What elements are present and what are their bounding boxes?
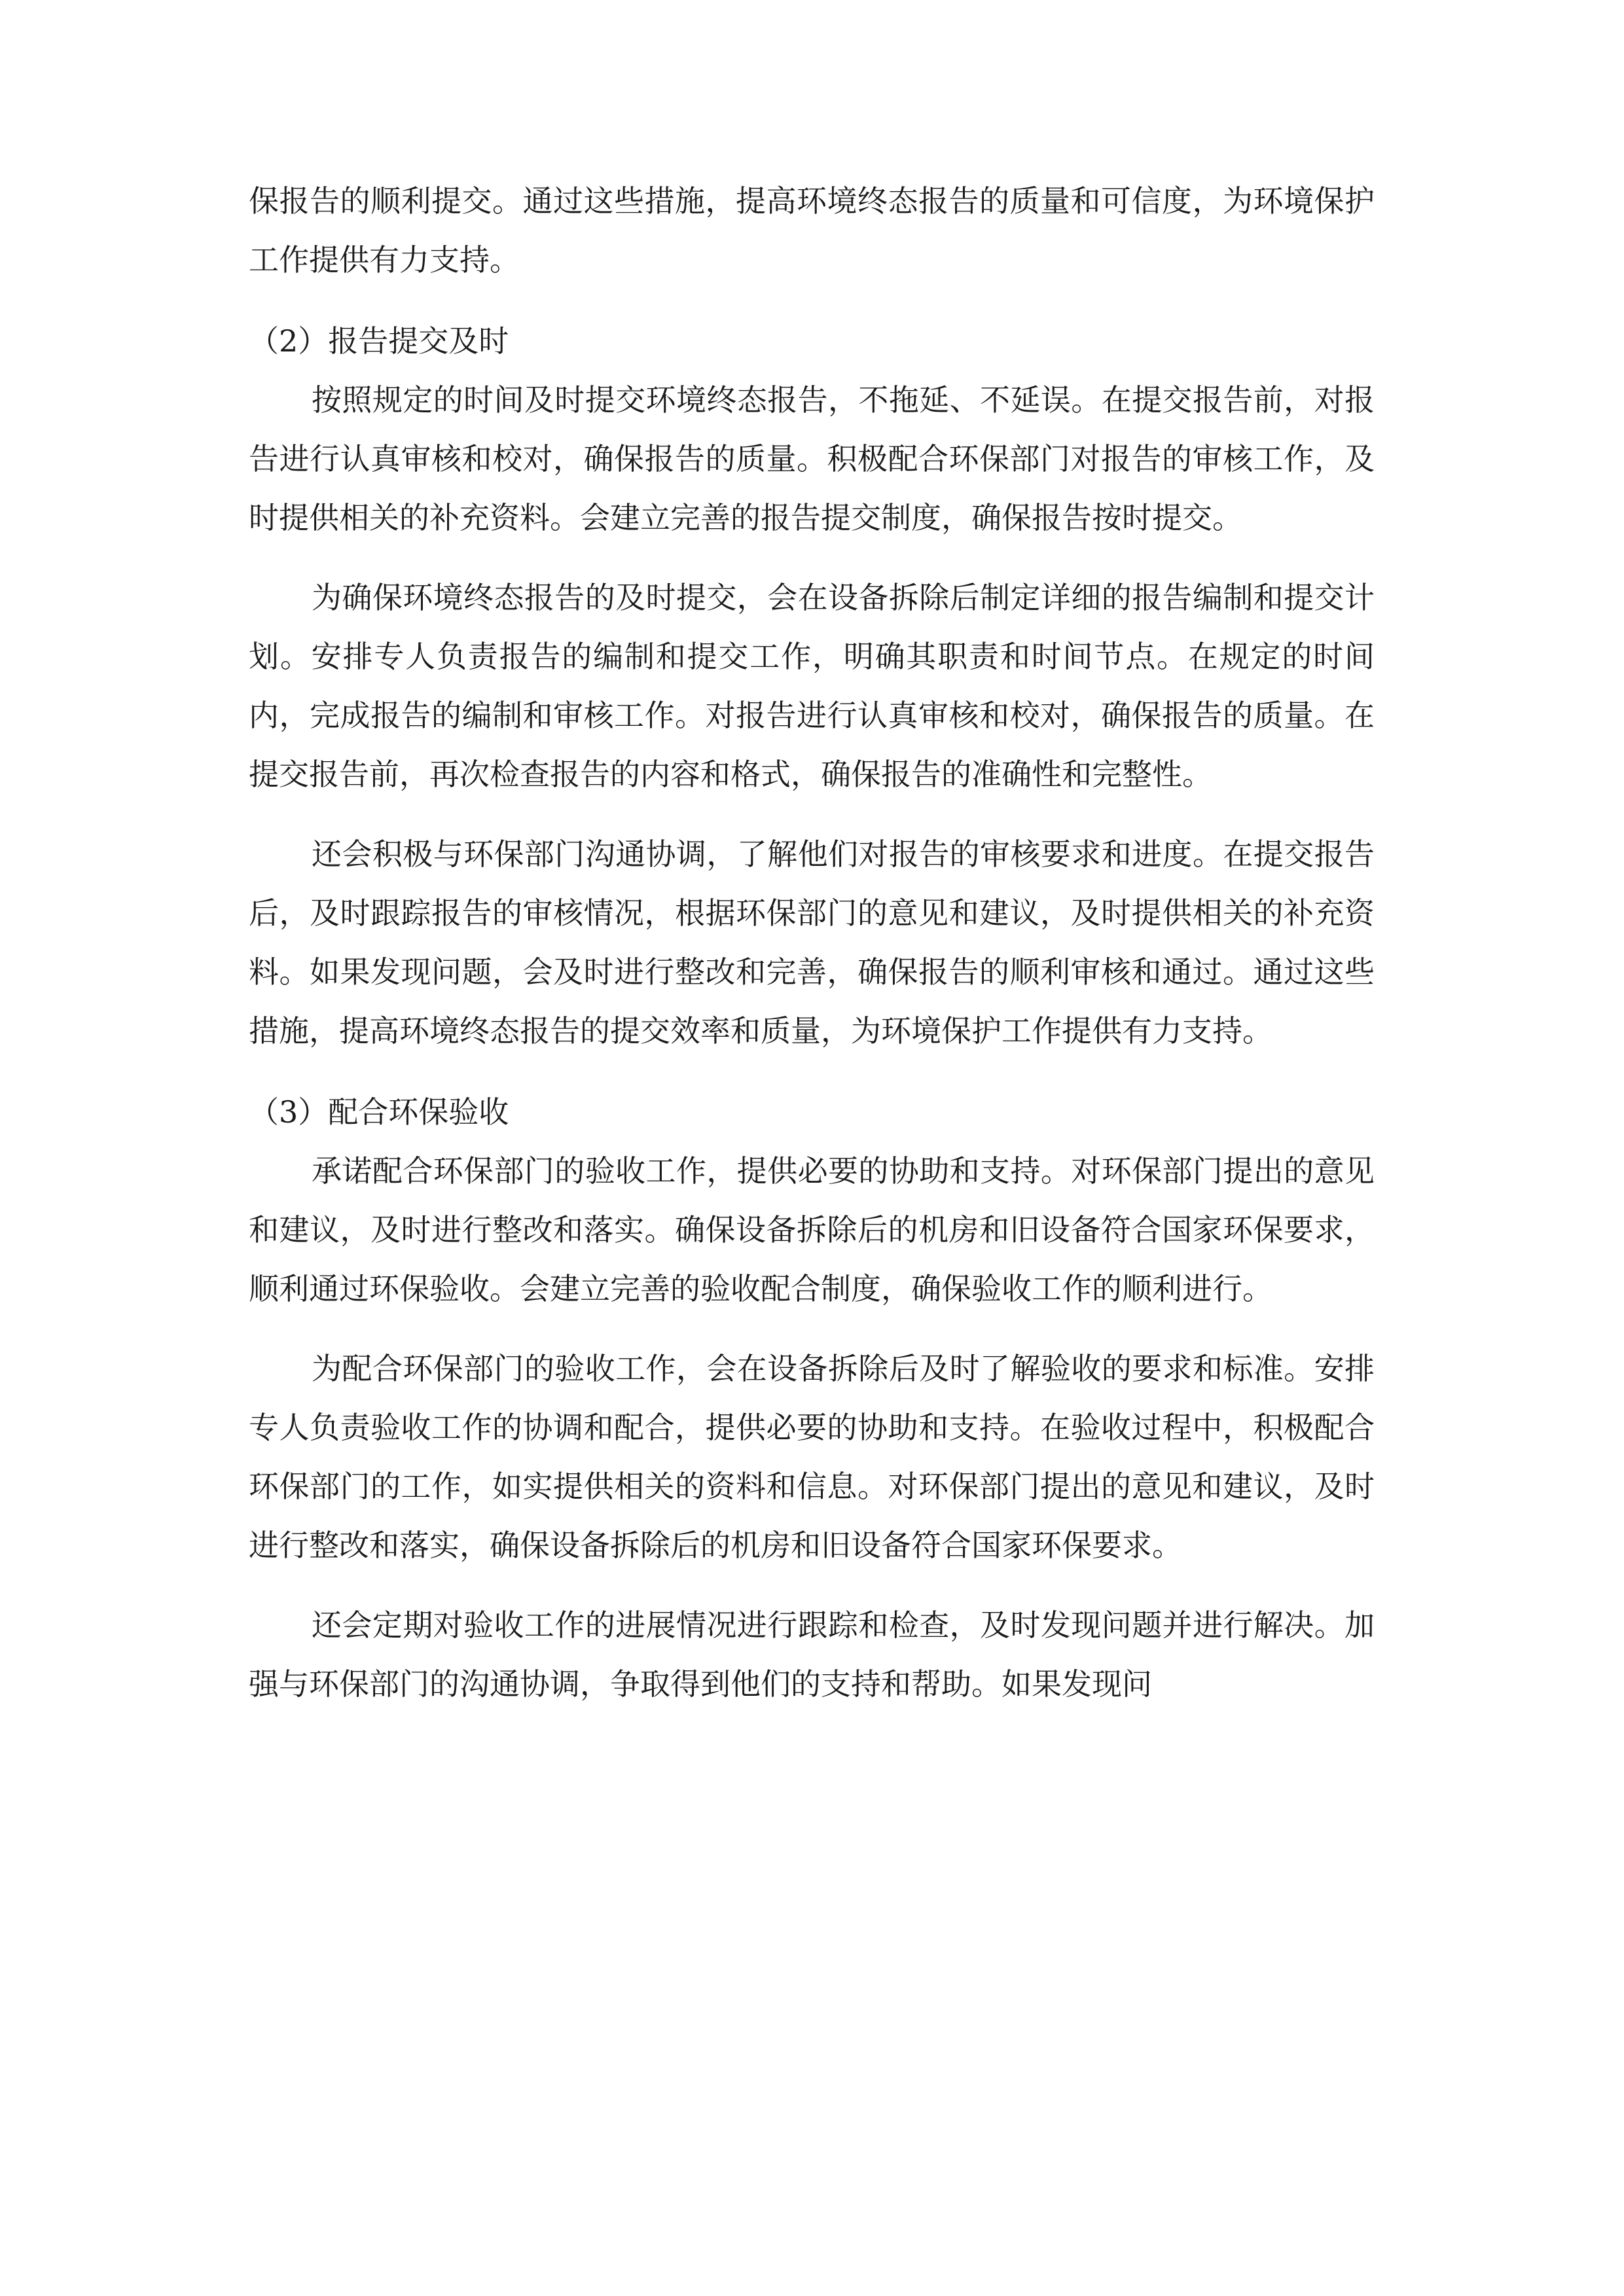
paragraph: 还会定期对验收工作的进展情况进行跟踪和检查，及时发现问题并进行解决。加强与环保部门的沟通协调，争取得到他们的支持和帮助。如果发现问 xyxy=(249,1607,1375,1702)
section-heading-acceptance: （3）配合环保验收 xyxy=(249,1094,509,1130)
paragraph: 为确保环境终态报告的及时提交，会在设备拆除后制定详细的报告编制和提交计划。安排专人负责报告的编制和提交工作，明确其职责和时间节点。在规定的时间内，完成报告的编制和审核工作。对报告进行认真审核和校对，确保报告的质量。在提交报告前，再次检查报告的内容和格式，确保报告的准确性和完整性。 xyxy=(249,580,1375,792)
document-page xyxy=(249,171,1375,1713)
section-heading-report-submission: （2）报告提交及时 xyxy=(249,323,509,359)
paragraph: 还会积极与环保部门沟通协调，了解他们对报告的审核要求和进度。在提交报告后，及时跟踪报告的审核情况，根据环保部门的意见和建议，及时提供相关的补充资料。如果发现问题，会及时进行整改和完善，确保报告的顺利审核和通过。通过这些措施，提高环境终态报告的提交效率和质量，为环境保护工作提供有力支持。 xyxy=(249,836,1375,1049)
paragraph-continued: 保报告的顺利提交。通过这些措施，提高环境终态报告的质量和可信度，为环境保护工作提供有力支持。 xyxy=(249,183,1375,278)
paragraph: 承诺配合环保部门的验收工作，提供必要的协助和支持。对环保部门提出的意见和建议，及时进行整改和落实。确保设备拆除后的机房和旧设备符合国家环保要求，顺利通过环保验收。会建立完善的验收配合制度，确保验收工作的顺利进行。 xyxy=(249,1153,1375,1306)
paragraph: 按照规定的时间及时提交环境终态报告，不拖延、不延误。在提交报告前，对报告进行认真审核和校对，确保报告的质量。积极配合环保部门对报告的审核工作，及时提供相关的补充资料。会建立完善的报告提交制度，确保报告按时提交。 xyxy=(249,382,1375,535)
paragraph: 为配合环保部门的验收工作，会在设备拆除后及时了解验收的要求和标准。安排专人负责验收工作的协调和配合，提供必要的协助和支持。在验收过程中，积极配合环保部门的工作，如实提供相关的资料和信息。对环保部门提出的意见和建议，及时进行整改和落实，确保设备拆除后的机房和旧设备符合国家环保要求。 xyxy=(249,1351,1375,1563)
